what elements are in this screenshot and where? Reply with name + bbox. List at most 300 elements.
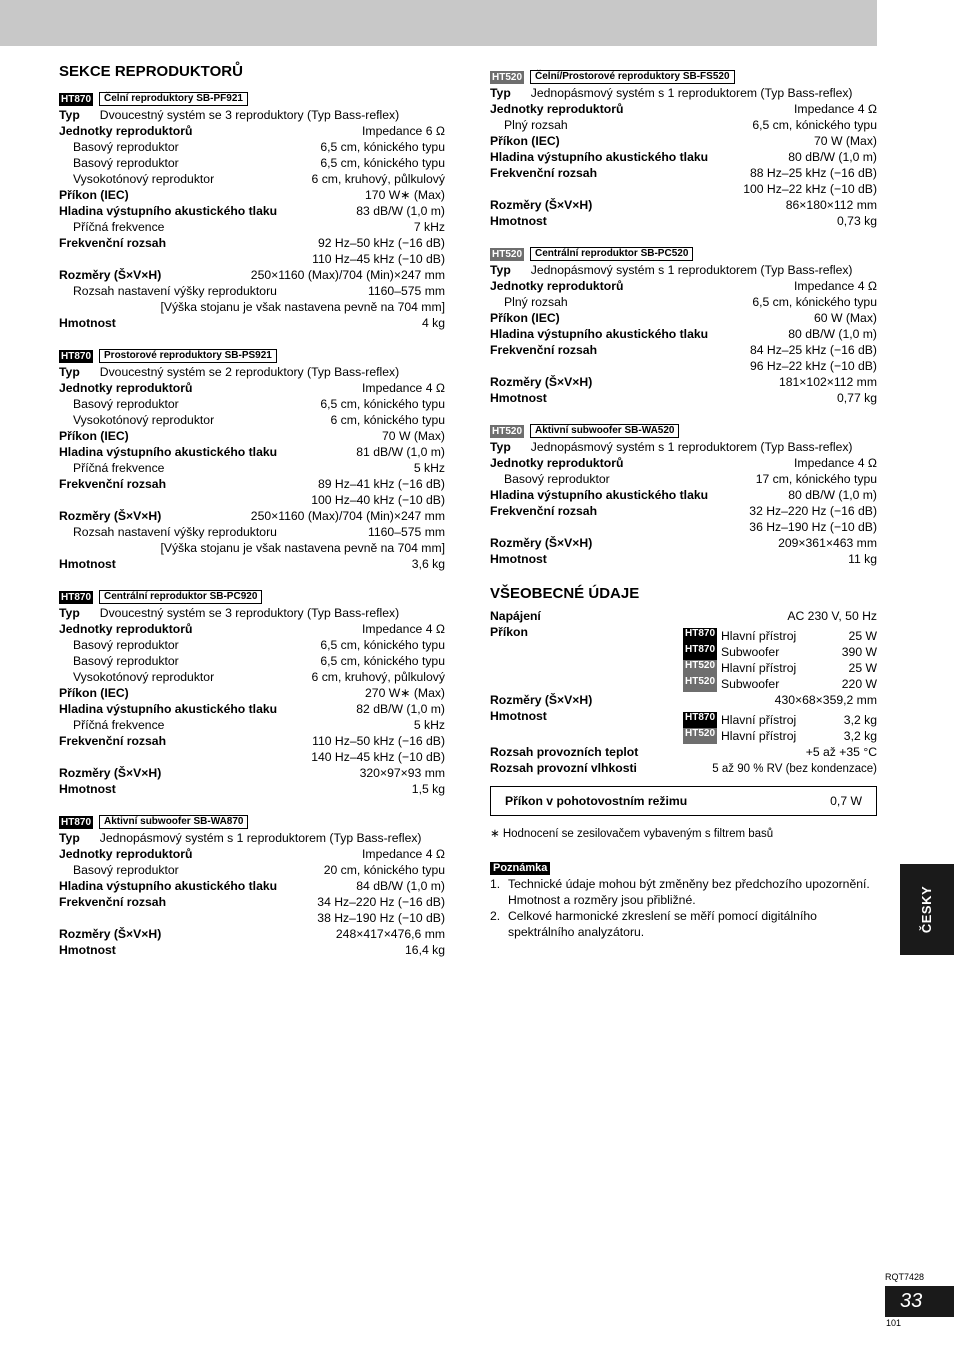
note-text: Celkové harmonické zkreslení se měří pomocí digitálního spektrálního analyzátoru. (508, 909, 817, 939)
spec-row (59, 846, 445, 862)
spec-label: Hmotnost (59, 557, 116, 571)
spec-value: 36 Hz–190 Hz (−10 dB) (749, 520, 877, 534)
spec-row (490, 535, 877, 551)
model-badge: HT870 (61, 816, 92, 828)
spec-label: Frekvenční rozsah (59, 895, 167, 909)
spec-label: Jednotky reproduktorů (59, 847, 193, 861)
prikon-row-sub (682, 660, 877, 676)
spec-value: 3,6 kg (411, 557, 445, 571)
spec-value: 88 Hz–25 kHz (−16 dB) (749, 166, 877, 180)
spec-row (59, 235, 445, 251)
section-title: SEKCE REPRODUKTORŮ (59, 63, 243, 80)
spec-value: 270 W∗ (Max) (365, 686, 445, 700)
spec-value: 84 Hz–25 kHz (−16 dB) (749, 343, 877, 357)
prikon-row-value: 25 W (848, 629, 877, 643)
spec-label: Plný rozsah (504, 295, 568, 309)
spec-row (59, 155, 445, 171)
note-number: 2. (490, 909, 501, 923)
spec-value: Impedance 4 Ω (362, 381, 445, 395)
spec-row (490, 149, 877, 165)
spec-label: Rozměry (Š×V×H) (59, 927, 162, 941)
spec-label: Frekvenční rozsah (490, 343, 598, 357)
notes-list (490, 876, 877, 940)
spec-row (59, 524, 445, 540)
left-spec-blocks (59, 91, 445, 958)
spec-row (59, 171, 445, 187)
spec-label: Typ (490, 263, 511, 277)
spec-label: Příčná frekvence (73, 220, 165, 234)
spec-row (59, 107, 445, 123)
spec-value: 70 W (Max) (382, 429, 445, 443)
hmotnost-row-label: Hmotnost (490, 709, 547, 723)
spec-value: 6,5 cm, kónického typu (320, 654, 445, 668)
spec-label: Vysokotónový reproduktor (73, 670, 215, 684)
spec-row (59, 781, 445, 797)
speaker-model-title: Prostorové reproduktory SB-PS921 (99, 349, 277, 363)
spec-value: 250×1160 (Max)/704 (Min)×247 mm (250, 509, 445, 523)
spec-description: Jednopásmový systém s 1 reproduktorem (Typ Bass-reflex) (530, 440, 853, 454)
spec-label: Vysokotónový reproduktor (73, 413, 215, 427)
spec-label: Příkon (IEC) (59, 686, 129, 700)
rozmery-label: Rozměry (Š×V×H) (490, 693, 593, 707)
spec-value: 5 kHz (413, 461, 445, 475)
spec-label: Rozměry (Š×V×H) (59, 268, 162, 282)
spec-value: Impedance 4 Ω (794, 102, 877, 116)
note-body (508, 876, 870, 908)
spec-row (59, 299, 445, 315)
spec-block (59, 589, 445, 797)
spec-value: Impedance 4 Ω (794, 279, 877, 293)
spec-row (59, 556, 445, 572)
spec-row (59, 878, 445, 894)
model-badge: HT870 (683, 628, 717, 644)
spec-row (59, 380, 445, 396)
spec-value: 209×361×463 mm (778, 536, 877, 550)
spec-label: Příkon (IEC) (59, 429, 129, 443)
note-badge: Poznámka (490, 862, 550, 875)
spec-value: 70 W (Max) (814, 134, 877, 148)
spec-label: Hmotnost (59, 943, 116, 957)
page-number: 33 (885, 1286, 954, 1317)
spec-row (490, 551, 877, 567)
spec-block-header (59, 814, 445, 830)
hmotnost-row (490, 728, 877, 744)
spec-value: 6 cm, kónického typu (330, 413, 445, 427)
hmotnost-rows (490, 708, 877, 744)
spec-label: Příkon (IEC) (490, 134, 560, 148)
spec-label: Typ (490, 86, 511, 100)
spec-label: Příkon (IEC) (59, 188, 129, 202)
spec-label: Rozměry (Š×V×H) (59, 509, 162, 523)
spec-label: Hmotnost (490, 552, 547, 566)
spec-value: Impedance 4 Ω (362, 622, 445, 636)
spec-label: Frekvenční rozsah (59, 734, 167, 748)
spec-row (59, 685, 445, 701)
speaker-model-title: Centrální reproduktor SB-PC520 (530, 247, 693, 261)
right-column (490, 69, 877, 940)
spec-value: 100 Hz–40 kHz (−10 dB) (311, 493, 445, 507)
spec-row (59, 396, 445, 412)
vlhkost-row (490, 760, 877, 777)
spec-value: 32 Hz–220 Hz (−16 dB) (749, 504, 877, 518)
speaker-model-title: Aktivní subwoofer SB-WA870 (99, 815, 248, 829)
spec-label: Jednotky reproduktorů (59, 124, 193, 138)
spec-label: Hladina výstupního akustického tlaku (59, 445, 278, 459)
hmotnost-row-name: Hlavní přístroj (721, 713, 797, 727)
spec-label: Rozměry (Š×V×H) (490, 536, 593, 550)
standby-value: 0,7 W (830, 794, 862, 808)
spec-value: 60 W (Max) (814, 311, 877, 325)
spec-block-header (59, 91, 445, 107)
spec-label: Rozměry (Š×V×H) (59, 766, 162, 780)
spec-label: Jednotky reproduktorů (59, 381, 193, 395)
spec-row (59, 219, 445, 235)
spec-description: Jednopásmový systém s 1 reproduktorem (Typ Bass-reflex) (530, 86, 853, 100)
prikon-row-name: Subwoofer (721, 645, 780, 659)
spec-value: 6,5 cm, kónického typu (752, 295, 877, 309)
spec-value: 4 kg (421, 316, 445, 330)
prikon-row-sub (682, 644, 877, 660)
hmotnost-row-sub (682, 728, 877, 744)
spec-row (490, 213, 877, 229)
spec-label: Rozsah nastavení výšky reproduktoru (73, 525, 277, 539)
note-body (508, 908, 877, 940)
spec-block (59, 348, 445, 572)
spec-label: Basový reproduktor (504, 472, 610, 486)
spec-row (59, 428, 445, 444)
spec-label: Hladina výstupního akustického tlaku (490, 327, 709, 341)
hmotnost-row (490, 708, 877, 728)
spec-row (59, 862, 445, 878)
spec-row (490, 262, 877, 278)
spec-label: Příčná frekvence (73, 718, 165, 732)
rozmery-value: 430×68×359,2 mm (774, 693, 877, 707)
spec-label: Jednotky reproduktorů (490, 279, 624, 293)
spec-row (59, 733, 445, 749)
spec-value: 5 kHz (413, 718, 445, 732)
spec-value: 6,5 cm, kónického typu (752, 118, 877, 132)
spec-row (490, 117, 877, 133)
spec-value: 11 kg (848, 552, 877, 566)
vlhkost-value: 5 až 90 % RV (bez kondenzace) (712, 763, 877, 775)
spec-row (490, 358, 877, 374)
spec-label: Basový reproduktor (73, 654, 179, 668)
spec-label: Příčná frekvence (73, 461, 165, 475)
language-tab-label: ČESKY (919, 885, 935, 934)
spec-value: 320×97×93 mm (359, 766, 445, 780)
spec-label: Frekvenční rozsah (59, 236, 167, 250)
spec-block (490, 246, 877, 406)
spec-row (59, 669, 445, 685)
spec-label: Hmotnost (490, 214, 547, 228)
prikon-row (490, 660, 877, 676)
spec-value: 110 Hz–50 kHz (−16 dB) (312, 734, 445, 748)
spec-value: 1160–575 mm (367, 284, 445, 298)
spec-row (490, 310, 877, 326)
spec-block (59, 814, 445, 958)
spec-row (59, 364, 445, 380)
spec-value: 6,5 cm, kónického typu (320, 140, 445, 154)
rozmery-row (490, 692, 877, 708)
note-item (490, 876, 877, 908)
standby-label: Příkon v pohotovostním režimu (505, 794, 688, 808)
spec-row (59, 187, 445, 203)
spec-value: 80 dB/W (1,0 m) (788, 327, 877, 341)
spec-label: Basový reproduktor (73, 638, 179, 652)
spec-row (59, 749, 445, 765)
spec-row (59, 637, 445, 653)
spec-value: 248×417×476,6 mm (335, 927, 445, 941)
model-badge: HT520 (492, 248, 523, 260)
prikon-row-value: 390 W (841, 645, 877, 659)
spec-block (490, 423, 877, 567)
spec-value: [Výška stojanu je však nastavena pevně na 704 mm] (160, 300, 445, 314)
spec-row (490, 455, 877, 471)
spec-description: Dvoucestný systém se 3 reproduktory (Typ Bass-reflex) (99, 606, 400, 620)
model-badge: HT870 (61, 350, 92, 362)
spec-label: Typ (59, 606, 80, 620)
spec-row (490, 326, 877, 342)
spec-row (490, 390, 877, 406)
spec-label: Hmotnost (59, 782, 116, 796)
general-title: VŠEOBECNÉ ÚDAJE (490, 585, 640, 602)
model-badge: HT870 (683, 644, 717, 660)
spec-description: Dvoucestný systém se 2 reproduktory (Typ Bass-reflex) (99, 365, 400, 379)
spec-row (59, 894, 445, 910)
page-sub-number: 101 (886, 1318, 902, 1328)
spec-value: 0,73 kg (837, 214, 877, 228)
spec-row (59, 765, 445, 781)
model-badge: HT870 (61, 93, 92, 105)
teploty-value: +5 až +35 °C (805, 745, 877, 759)
prikon-row-name: Subwoofer (721, 677, 780, 691)
spec-row (59, 830, 445, 846)
spec-value: 80 dB/W (1,0 m) (788, 488, 877, 502)
prikon-row-label: Příkon (490, 625, 528, 639)
spec-row (490, 439, 877, 455)
spec-value: 92 Hz–50 kHz (−16 dB) (317, 236, 445, 250)
spec-value: 6,5 cm, kónického typu (320, 638, 445, 652)
prikon-row-name: Hlavní přístroj (721, 661, 797, 675)
vlhkost-label: Rozsah provozní vlhkosti (490, 761, 637, 775)
model-badge: HT520 (683, 728, 717, 744)
spec-row (490, 278, 877, 294)
left-column (59, 62, 445, 975)
hmotnost-row-name: Hlavní přístroj (721, 729, 797, 743)
spec-block-header (59, 589, 445, 605)
spec-label: Jednotky reproduktorů (490, 456, 624, 470)
spec-value: 34 Hz–220 Hz (−16 dB) (317, 895, 445, 909)
prikon-row (490, 624, 877, 644)
spec-row (490, 294, 877, 310)
prikon-row-value: 25 W (848, 661, 877, 675)
prikon-row-name: Hlavní přístroj (721, 629, 797, 643)
spec-row (490, 85, 877, 101)
spec-row (59, 251, 445, 267)
spec-value: 100 Hz–22 kHz (−10 dB) (743, 182, 877, 196)
spec-value: 20 cm, kónického typu (323, 863, 445, 877)
spec-label: Hladina výstupního akustického tlaku (490, 150, 709, 164)
spec-label: Frekvenční rozsah (59, 477, 167, 491)
spec-block (59, 91, 445, 331)
spec-value: Impedance 4 Ω (794, 456, 877, 470)
spec-row (59, 412, 445, 428)
spec-label: Příkon (IEC) (490, 311, 560, 325)
spec-label: Typ (59, 108, 80, 122)
spec-value: [Výška stojanu je však nastavena pevně na 704 mm] (160, 541, 445, 555)
model-badge: HT870 (61, 591, 92, 603)
spec-value: 86×180×112 mm (785, 198, 877, 212)
spec-label: Hladina výstupního akustického tlaku (490, 488, 709, 502)
spec-label: Frekvenční rozsah (490, 166, 598, 180)
spec-label: Basový reproduktor (73, 156, 179, 170)
spec-label: Rozměry (Š×V×H) (490, 375, 593, 389)
spec-value: Impedance 4 Ω (362, 847, 445, 861)
spec-label: Hladina výstupního akustického tlaku (59, 204, 278, 218)
prikon-row (490, 644, 877, 660)
spec-description: Jednopásmový systém s 1 reproduktorem (Typ Bass-reflex) (99, 831, 422, 845)
spec-label: Jednotky reproduktorů (490, 102, 624, 116)
spec-value: 82 dB/W (1,0 m) (356, 702, 445, 716)
spec-row (59, 139, 445, 155)
spec-block-header (490, 423, 877, 439)
hmotnost-row-sub (682, 712, 877, 728)
spec-value: 250×1160 (Max)/704 (Min)×247 mm (250, 268, 445, 282)
speaker-model-title: Aktivní subwoofer SB-WA520 (530, 424, 679, 438)
spec-row (490, 342, 877, 358)
spec-row (490, 197, 877, 213)
spec-description: Dvoucestný systém se 3 reproduktory (Typ Bass-reflex) (99, 108, 400, 122)
spec-block-header (490, 246, 877, 262)
spec-value: 140 Hz–45 kHz (−10 dB) (311, 750, 445, 764)
prikon-row-sub (682, 676, 877, 692)
spec-value: 17 cm, kónického typu (755, 472, 877, 486)
spec-row (490, 471, 877, 487)
spec-label: Frekvenční rozsah (490, 504, 598, 518)
spec-row (490, 487, 877, 503)
spec-label: Typ (490, 440, 511, 454)
spec-row (59, 315, 445, 331)
napajeni-value: AC 230 V, 50 Hz (787, 609, 877, 623)
spec-value: 6 cm, kruhový, půlkulový (311, 172, 445, 186)
teploty-row (490, 744, 877, 760)
spec-row (59, 460, 445, 476)
spec-block-header (59, 348, 445, 364)
spec-value: 6,5 cm, kónického typu (320, 397, 445, 411)
spec-label: Basový reproduktor (73, 140, 179, 154)
model-badge: HT520 (683, 660, 717, 676)
note-item (490, 908, 877, 940)
prikon-rows (490, 624, 877, 692)
spec-value: 89 Hz–41 kHz (−16 dB) (317, 477, 445, 491)
spec-row (490, 101, 877, 117)
spec-value: 38 Hz–190 Hz (−10 dB) (317, 911, 445, 925)
spec-value: 83 dB/W (1,0 m) (356, 204, 445, 218)
right-spec-blocks (490, 69, 877, 567)
spec-row (59, 203, 445, 219)
spec-row (59, 701, 445, 717)
spec-row (59, 476, 445, 492)
spec-label: Jednotky reproduktorů (59, 622, 193, 636)
spec-label: Vysokotónový reproduktor (73, 172, 215, 186)
napajeni-row (490, 608, 877, 624)
spec-label: Plný rozsah (504, 118, 568, 132)
model-badge: HT870 (683, 712, 717, 728)
spec-label: Rozsah nastavení výšky reproduktoru (73, 284, 277, 298)
spec-value: 181×102×112 mm (778, 375, 877, 389)
spec-value: 7 kHz (413, 220, 445, 234)
spec-row (490, 503, 877, 519)
spec-row (59, 444, 445, 460)
spec-value: 0,77 kg (837, 391, 877, 405)
spec-row (59, 605, 445, 621)
note-number: 1. (490, 877, 501, 891)
doc-code: RQT7428 (885, 1272, 925, 1282)
spec-value: 16,4 kg (405, 943, 445, 957)
spec-label: Hladina výstupního akustického tlaku (59, 879, 278, 893)
napajeni-label: Napájení (490, 609, 541, 623)
spec-row (59, 283, 445, 299)
spec-label: Rozměry (Š×V×H) (490, 198, 593, 212)
spec-row (59, 910, 445, 926)
spec-row (490, 374, 877, 390)
spec-label: Hladina výstupního akustického tlaku (59, 702, 278, 716)
spec-row (59, 540, 445, 556)
spec-row (59, 508, 445, 524)
spec-label: Hmotnost (490, 391, 547, 405)
spec-value: 1,5 kg (411, 782, 445, 796)
hmotnost-row-value: 3,2 kg (843, 729, 877, 743)
model-badge: HT520 (492, 71, 523, 83)
spec-row (59, 926, 445, 942)
spec-row (490, 165, 877, 181)
spec-row (59, 123, 445, 139)
spec-description: Jednopásmový systém s 1 reproduktorem (Typ Bass-reflex) (530, 263, 853, 277)
spec-label: Basový reproduktor (73, 397, 179, 411)
general-specs (490, 608, 877, 940)
spec-row (490, 519, 877, 535)
spec-row (59, 942, 445, 958)
spec-value: 81 dB/W (1,0 m) (356, 445, 445, 459)
spec-value: 110 Hz–45 kHz (−10 dB) (312, 252, 445, 266)
spec-value: 80 dB/W (1,0 m) (788, 150, 877, 164)
speaker-model-title: Čelní/Prostorové reproduktory SB-FS520 (530, 70, 735, 84)
spec-row (59, 492, 445, 508)
standby-box (490, 786, 877, 816)
prikon-row (490, 676, 877, 692)
hmotnost-row-value: 3,2 kg (843, 713, 877, 727)
spec-row (59, 621, 445, 637)
spec-block (490, 69, 877, 229)
teploty-label: Rozsah provozních teplot (490, 745, 639, 759)
spec-value: 170 W∗ (Max) (365, 188, 445, 202)
spec-row (59, 717, 445, 733)
model-badge: HT520 (683, 676, 717, 692)
spec-value: 84 dB/W (1,0 m) (356, 879, 445, 893)
footnote: ∗ Hodnocení se zesilovačem vybaveným s filtrem basů (490, 828, 774, 840)
prikon-row-sub (682, 628, 877, 644)
spec-row (490, 133, 877, 149)
spec-value: 6 cm, kruhový, půlkulový (311, 670, 445, 684)
spec-label: Basový reproduktor (73, 863, 179, 877)
model-badge: HT520 (492, 425, 523, 437)
spec-value: 96 Hz–22 kHz (−10 dB) (749, 359, 877, 373)
spec-value: Impedance 6 Ω (362, 124, 445, 138)
spec-row (59, 653, 445, 669)
top-gray-bar (0, 0, 877, 46)
spec-label: Typ (59, 831, 80, 845)
note-text: Technické údaje mohou být změněny bez předchozího upozornění. (508, 877, 870, 891)
